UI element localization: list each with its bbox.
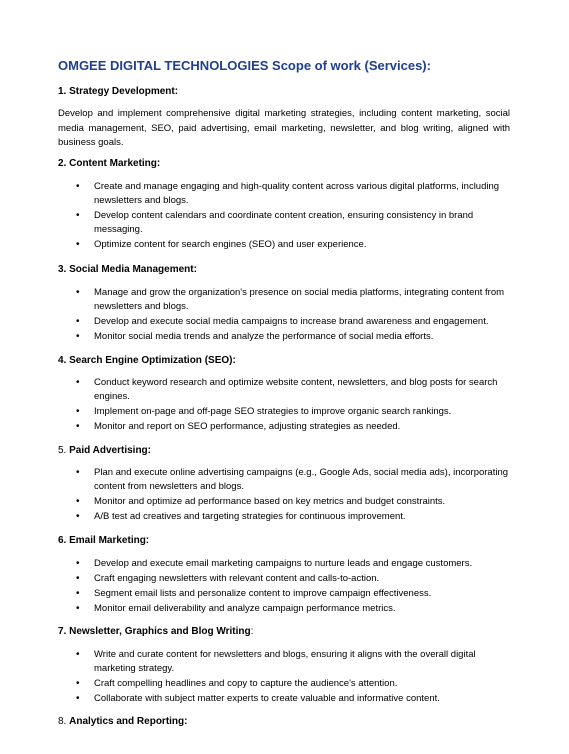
- bullet-icon: •: [76, 239, 80, 250]
- list-item: • A/B test ad creatives and targeting strategies for continuous improvement.: [76, 511, 406, 522]
- email-marketing-list: [58, 557, 518, 617]
- section-heading-analytics: 8. Analytics and Reporting:: [58, 716, 188, 727]
- list-item: • Implement on-page and off-page SEO strategies to improve organic search rankings.: [76, 406, 452, 417]
- list-item: • Craft engaging newsletters with relevant content and calls-to-action.: [76, 573, 380, 584]
- content-marketing-list: [58, 180, 518, 253]
- list-item: • Monitor and optimize ad performance based on key metrics and budget constraints.: [76, 496, 446, 507]
- list-item: • Craft compelling headlines and copy to capture the audience's attention.: [76, 678, 398, 689]
- bullet-icon: •: [76, 678, 80, 689]
- list-item: • Segment email lists and personalize content to improve campaign effectiveness.: [76, 588, 432, 599]
- list-item: • Optimize content for search engines (SEO) and user experience.: [76, 239, 367, 250]
- list-item: • Plan and execute online advertising campaigns (e.g., Google Ads, social media ads), incorporating content from newsletters and blogs.: [76, 467, 509, 492]
- document-title: OMGEE DIGITAL TECHNOLOGIES Scope of work (Services):: [58, 58, 431, 73]
- section-paragraph-strategy: Develop and implement comprehensive digital marketing strategies, including content marketing, social media management, SEO, paid advertising, email marketing, newsletter, and blog writing, aligned with business goals.: [58, 108, 510, 148]
- list-item: • Monitor and report on SEO performance, adjusting strategies as needed.: [76, 421, 401, 432]
- bullet-icon: •: [76, 181, 80, 192]
- bullet-icon: •: [76, 649, 80, 660]
- list-item: • Develop and execute social media campaigns to increase brand awareness and engagement.: [76, 316, 489, 327]
- social-media-list: [58, 286, 518, 345]
- bullet-icon: •: [76, 287, 80, 298]
- list-item: • Create and manage engaging and high-quality content across various digital platforms, including newsletters and blogs.: [76, 181, 500, 206]
- bullet-icon: •: [76, 511, 80, 522]
- list-item: • Monitor social media trends and analyze the performance of social media efforts.: [76, 331, 434, 342]
- section-heading-paid-advertising: 5. Paid Advertising:: [58, 445, 151, 456]
- section-heading-newsletter: 7. Newsletter, Graphics and Blog Writing:: [58, 626, 254, 637]
- bullet-icon: •: [76, 421, 80, 432]
- paid-advertising-list: [58, 466, 518, 525]
- list-item: • Manage and grow the organization's presence on social media platforms, integrating content from newsletters and blogs.: [76, 287, 505, 312]
- section-heading-content-marketing: 2. Content Marketing:: [58, 158, 161, 169]
- bullet-icon: •: [76, 603, 80, 614]
- list-item: • Collaborate with subject matter experts to create valuable and informative content.: [76, 693, 440, 704]
- bullet-icon: •: [76, 693, 80, 704]
- newsletter-list: [58, 648, 518, 707]
- bullet-icon: •: [76, 331, 80, 342]
- list-item: • Monitor email deliverability and analyze campaign performance metrics.: [76, 603, 396, 614]
- bullet-icon: •: [76, 316, 80, 327]
- section-heading-email-marketing: 6. Email Marketing:: [58, 535, 150, 546]
- list-item: • Write and curate content for newsletters and blogs, ensuring it aligns with the overall digital marketing strategy.: [76, 649, 476, 674]
- bullet-icon: •: [76, 496, 80, 507]
- bullet-icon: •: [76, 588, 80, 599]
- section-heading-seo: 4. Search Engine Optimization (SEO):: [58, 355, 236, 366]
- list-item: • Conduct keyword research and optimize website content, newsletters, and blog posts for search engines.: [76, 377, 498, 402]
- section-heading-social-media: 3. Social Media Management:: [58, 264, 197, 275]
- bullet-icon: •: [76, 467, 80, 478]
- bullet-icon: •: [76, 406, 80, 417]
- bullet-icon: •: [76, 377, 80, 388]
- bullet-icon: •: [76, 558, 80, 569]
- bullet-icon: •: [76, 210, 80, 221]
- bullet-icon: •: [76, 573, 80, 584]
- list-item: • Develop content calendars and coordinate content creation, ensuring consistency in brand messaging.: [76, 210, 474, 235]
- seo-list: [58, 376, 518, 435]
- list-item: • Develop and execute email marketing campaigns to nurture leads and engage customers.: [76, 558, 473, 569]
- section-heading-strategy: 1. Strategy Development:: [58, 86, 179, 97]
